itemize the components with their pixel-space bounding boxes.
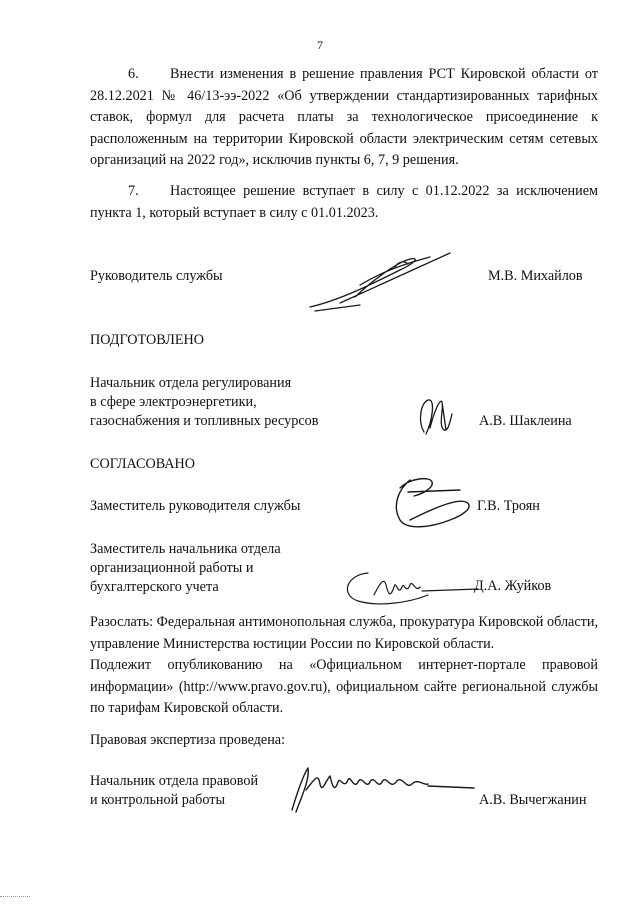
head-name: М.В. Михайлов bbox=[488, 268, 583, 284]
legal-signer-position-line: Начальник отдела правовой bbox=[90, 773, 259, 789]
agreed-signer2-signature bbox=[338, 565, 483, 610]
agreed-signer2-name: Д.А. Жуйков bbox=[474, 578, 552, 594]
agreed-signer2-position-line: Заместитель начальника отдела bbox=[90, 541, 281, 557]
scan-artifact bbox=[0, 896, 30, 899]
item-6-paragraph bbox=[90, 64, 598, 172]
item-6-number: 6. bbox=[128, 66, 139, 82]
distribution-text: Разослать: Федеральная антимонопольная служба, прокуратура Кировской области, управление Министерства юстиции России по Кировской области. bbox=[90, 614, 598, 652]
legal-review-text: Правовая экспертиза проведена: bbox=[90, 732, 286, 748]
agreed-signer1-signature bbox=[370, 468, 480, 538]
agreed-signer1-name: Г.В. Троян bbox=[477, 498, 540, 514]
item-7-text: Настоящее решение вступает в силу с 01.12.2022 за исключением пункта 1, который вступает в силу с 01.01.2023. bbox=[90, 183, 598, 221]
prepared-heading: ПОДГОТОВЛЕНО bbox=[90, 332, 204, 348]
prepared-position-line: Начальник отдела регулирования bbox=[90, 375, 292, 391]
publication-text: Подлежит опубликованию на «Официальном интернет-портале правовой информации» (http://www.pravo.gov.ru), официальном сайте региональной службы по тарифам Кировской области. bbox=[90, 657, 598, 716]
prepared-position-line: газоснабжения и топливных ресурсов bbox=[90, 413, 319, 429]
head-position: Руководитель службы bbox=[90, 268, 223, 284]
legal-signer-name: А.В. Вычегжанин bbox=[479, 792, 587, 808]
prepared-name: А.В. Шаклеина bbox=[479, 413, 572, 429]
item-7-number: 7. bbox=[128, 183, 139, 199]
agreed-signer2-position-line: организационной работы и bbox=[90, 560, 254, 576]
prepared-position-line: в сфере электроэнергетики, bbox=[90, 394, 257, 410]
prepared-position bbox=[90, 374, 318, 431]
legal-signer-position bbox=[90, 772, 258, 810]
legal-signer-signature bbox=[278, 760, 478, 820]
legal-signer-position-line: и контрольной работы bbox=[90, 792, 225, 808]
page-number: 7 bbox=[317, 38, 323, 52]
head-signature bbox=[300, 245, 460, 315]
agreed-heading: СОГЛАСОВАНО bbox=[90, 456, 196, 472]
prepared-signature bbox=[412, 392, 462, 440]
agreed-signer2-position bbox=[90, 540, 281, 597]
agreed-signer1-position: Заместитель руководителя службы bbox=[90, 498, 301, 514]
agreed-signer2-position-line: бухгалтерского учета bbox=[90, 579, 219, 595]
item-6-text: Внести изменения в решение правления РСТ Кировской области от 28.12.2021 № 46/13-ээ-2022 «Об утверждении стандартизированных тарифных ставок, формул для расчета платы за технологическое присоединение к расположенным на территории Кировской области электрическим сетям сетевых организаций на 2022 год», исключив пункты 6, 7, 9 решения. bbox=[90, 66, 598, 168]
item-7-paragraph bbox=[90, 181, 598, 224]
